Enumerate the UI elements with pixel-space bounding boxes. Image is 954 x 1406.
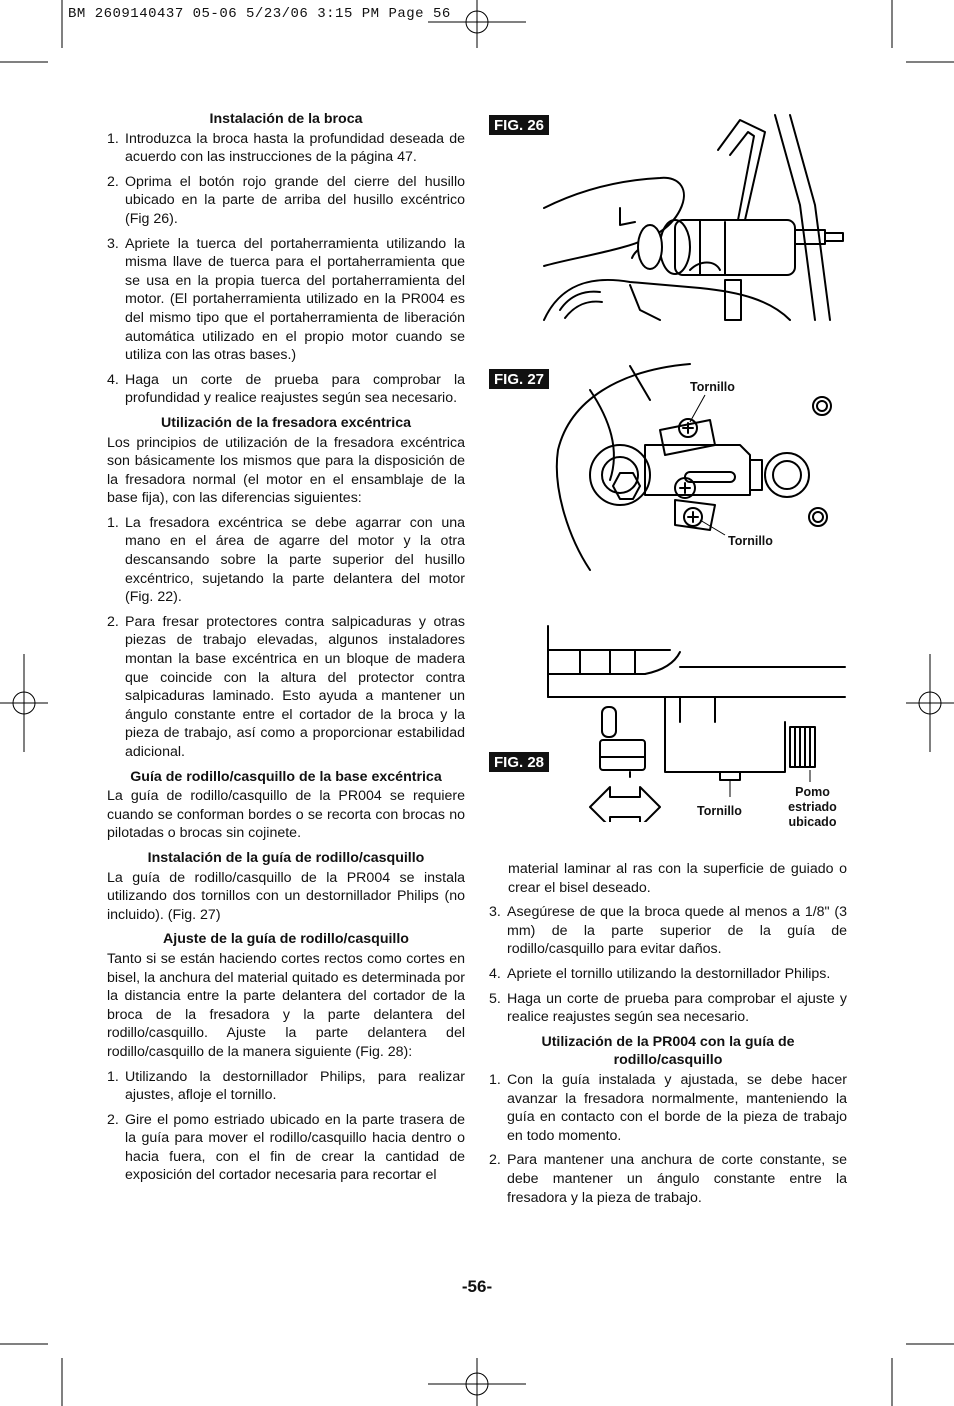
- list-text: Introduzca la broca hasta la profundidad deseada de acuerdo con las instrucciones de la página 47.: [125, 130, 465, 166]
- paragraph-instalacion-guia: La guía de rodillo/casquillo de la PR004 se instala utilizando dos tornillos con un destornillador Philips (no incluido). (Fig. 27): [107, 869, 465, 923]
- heading-ajuste: Ajuste de la guía de rodillo/casquillo: [163, 931, 409, 948]
- fig28-callout-screw: Tornillo: [697, 804, 742, 818]
- list-item: [107, 371, 465, 408]
- fig27-callout-bottom: Tornillo: [728, 534, 773, 548]
- list-number: 5.: [489, 990, 501, 1007]
- list-text: La fresadora excéntrica se debe agarrar con una mano en el área de agarre del motor y la otra descansando sobre la parte superior del husillo excéntrico, sujetando la parte delantera del motor (Fig. 22).: [125, 514, 465, 606]
- page-number: -56-: [461, 1277, 493, 1296]
- list-text: Gire el pomo estriado ubicado en la parte trasera de la guía para mover el rodillo/casquillo hacia dentro o hacia fuera, con el fin de crear la cantidad de exposición del cortador necesaria para recortar el: [125, 1111, 465, 1184]
- list-number: 3.: [489, 904, 501, 921]
- heading-instalacion-guia: Instalación de la guía de rodillo/casquillo: [147, 849, 425, 866]
- fig27-callout-top: Tornillo: [690, 380, 735, 394]
- paragraph-ajuste: Tanto si se están haciendo cortes rectos como cortes en bisel, la anchura del material quitado es determinada por la distancia entre la parte delantera del cortador de la broca de la fresadora y la parte delantera del rodillo/casquillo. Ajuste la parte delantera del rodillo/casquillo de la manera siguiente (Fig. 28):: [107, 950, 465, 1060]
- list-number: 2.: [107, 1111, 119, 1128]
- list-text: Para mantener una anchura de corte constante, se debe mantener un ángulo constante entre la fresadora y la pieza de trabajo.: [507, 1152, 847, 1206]
- list-number: 4.: [489, 965, 501, 982]
- list-text: Con la guía instalada y ajustada, se debe hacer avanzar la fresadora normalmente, manteniendo la guía en contacto con el borde de la pieza de trabajo en todo momento.: [507, 1071, 847, 1144]
- list-item: [489, 990, 847, 1027]
- heading-guia: Guía de rodillo/casquillo de la base excéntrica: [130, 768, 442, 785]
- left-column: [107, 110, 465, 1191]
- heading-instalacion-broca: Instalación de la broca: [209, 111, 363, 127]
- knob-callout-line-2: estriado: [788, 800, 837, 814]
- fig26-illustration: [540, 110, 860, 325]
- fig27-label: FIG. 27: [489, 369, 549, 389]
- list-item: [107, 514, 465, 607]
- list-number: 1.: [107, 130, 119, 147]
- list-item: [489, 965, 847, 984]
- list-number: 1.: [107, 514, 119, 531]
- knob-callout-line-1: Pomo: [795, 785, 830, 799]
- list-number: 2.: [107, 173, 119, 190]
- list-item: [107, 173, 465, 229]
- heading-utilizacion-pr004: [489, 1033, 847, 1070]
- list-item: [107, 1111, 465, 1185]
- heading-utilizacion: Utilización de la fresadora excéntrica: [161, 414, 411, 431]
- list-number: 4.: [107, 371, 119, 388]
- list-item: [489, 1151, 847, 1207]
- list-item: [107, 130, 465, 167]
- list-text: Apriete el tornillo utilizando la destornillador Philips.: [507, 965, 831, 982]
- list-item: [107, 1068, 465, 1105]
- list-text: Haga un corte de prueba para comprobar el ajuste y realice reajustes según sea necesario.: [507, 990, 847, 1026]
- list-text: Para fresar protectores contra salpicaduras y otras piezas de trabajo elevadas, algunos instaladores montan la base excéntrica en un bloque de madera que coincide con la altura del protector contra salpicaduras laminado. Esto ayuda a mantener un ángulo constante entre el cortador de la broca y la pieza de trabajo, así como a proporcionar estabilidad adicional.: [125, 613, 465, 760]
- list-number: 3.: [107, 235, 119, 252]
- list-number: 2.: [489, 1152, 501, 1169]
- list-text: Utilizando la destornillador Philips, para realizar ajustes, afloje el tornillo.: [125, 1068, 465, 1104]
- fig28-callout-knob: [785, 785, 840, 830]
- list-number: 1.: [489, 1071, 501, 1088]
- list-text: Oprima el botón rojo grande del cierre del husillo ubicado en la parte de arriba del husillo excéntrico (Fig 26).: [125, 173, 465, 227]
- paragraph-guia: La guía de rodillo/casquillo de la PR004 se requiere cuando se conforman bordes o se recorta con brocas no pilotadas o brocas sin cojinete.: [107, 788, 465, 842]
- list-text: Asegúrese de que la broca quede al menos a 1/8" (3 mm) de la parte superior de la guía de rodillo/casquillo para evitar daños.: [507, 904, 847, 958]
- heading-line-1: Utilización de la PR004 con la guía de: [541, 1033, 795, 1050]
- list-item: [489, 1071, 847, 1145]
- paragraph-continuation: material laminar al ras con la superficie de guiado o crear el bisel deseado.: [508, 861, 847, 896]
- heading-line-2: rodillo/casquillo: [613, 1052, 723, 1069]
- list-number: 2.: [107, 613, 119, 630]
- list-item: [107, 235, 465, 365]
- fig28-label: FIG. 28: [489, 752, 549, 772]
- fig26-label: FIG. 26: [489, 115, 549, 135]
- right-column: [489, 860, 847, 1213]
- paragraph-utilizacion: Los principios de utilización de la fresadora excéntrica son básicamente los mismos que para la disposición de la fresadora normal (el motor en el ensamblaje de la base fija), con las diferencias siguientes:: [107, 434, 465, 507]
- list-item: [489, 903, 847, 959]
- list-number: 1.: [107, 1068, 119, 1085]
- list-text: Apriete la tuerca del portaherramienta utilizando la misma llave de tuerca para el portaherramienta que se usa en la propia tuerca del portaherramienta del motor. (El portaherramienta utilizado en la PR004 es del mismo tipo que el portaherramienta de liberación automática utilizado en el propio motor cuando se utiliza con las otras bases.): [125, 235, 465, 364]
- list-item: [107, 613, 465, 762]
- list-text: Haga un corte de prueba para comprobar la profundidad y realice reajustes según sea necesario.: [125, 371, 465, 407]
- knob-callout-line-3: ubicado: [788, 815, 837, 829]
- print-slug: BM 2609140437 05-06 5/23/06 3:15 PM Page 56: [68, 6, 451, 22]
